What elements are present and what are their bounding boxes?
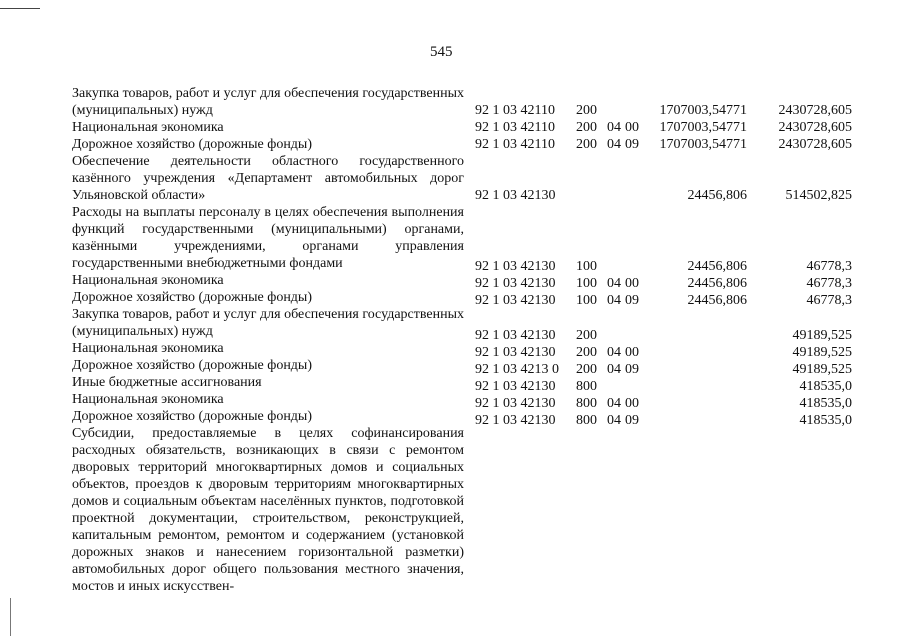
target-code: 92 1 03 42130 [475,396,556,411]
expense-type: 800 [576,379,597,394]
section-code: 04 [607,276,621,291]
amount-1: 1707003,54771 [659,120,747,135]
amount-1: 24456,806 [687,276,747,291]
subsection-code: 00 [625,345,639,360]
section-code: 04 [607,396,621,411]
amount-2: 46778,3 [806,293,852,308]
expense-type: 200 [576,328,597,343]
row-description: Закупка товаров, работ и услуг для обеспечения государственных (муниципальных) нужд [72,307,465,339]
table-row [0,361,905,378]
amount-2: 49189,525 [792,362,852,377]
row-description: Национальная экономика [72,273,224,288]
amount-2: 49189,525 [792,345,852,360]
row-description: Обеспечение деятельности областного государственного казённого учреждения «Департамент автомобильных дорог Ульяновской области» [72,154,464,203]
amount-2: 46778,3 [806,276,852,291]
expense-type: 200 [576,362,597,377]
expense-type: 200 [576,103,597,118]
target-code: 92 1 03 42130 [475,276,556,291]
target-code: 92 1 03 42130 [475,328,556,343]
amount-1: 24456,806 [687,293,747,308]
scan-artifact-line [0,8,40,9]
target-code: 92 1 03 4213 0 [475,362,559,377]
target-code: 92 1 03 42130 [475,413,556,428]
amount-2: 514502,825 [785,188,852,203]
target-code: 92 1 03 42110 [475,120,555,135]
target-code: 92 1 03 42110 [475,103,555,118]
expense-type: 200 [576,137,597,152]
target-code: 92 1 03 42130 [475,188,556,203]
row-description: Расходы на выплаты персоналу в целях обеспечения выполнения функций государственными (муниципальными) органами, казёнными учреждениями, органами управления государственными внебюджетными фондами [72,205,464,271]
amount-1: 24456,806 [687,259,747,274]
amount-2: 2430728,605 [778,137,852,152]
section-code: 04 [607,362,621,377]
expense-type: 100 [576,293,597,308]
amount-2: 418535,0 [799,379,852,394]
subsection-code: 09 [625,293,639,308]
table-row [0,258,905,275]
amount-1: 24456,806 [687,188,747,203]
table-row [0,395,905,412]
table-row [0,275,905,292]
amount-2: 418535,0 [799,396,852,411]
section-code: 04 [607,293,621,308]
expense-type: 800 [576,396,597,411]
amount-2: 46778,3 [806,259,852,274]
table-row [0,102,905,119]
table-row [0,412,905,429]
page-number: 545 [430,44,453,60]
row-description: Дорожное хозяйство (дорожные фонды) [72,409,313,424]
target-code: 92 1 03 42130 [475,345,556,360]
expense-type: 200 [576,345,597,360]
table-row [0,292,905,309]
section-code: 04 [607,413,621,428]
amount-2: 2430728,605 [778,103,852,118]
expense-type: 200 [576,120,597,135]
amount-2: 49189,525 [792,328,852,343]
table-row [0,187,905,204]
target-code: 92 1 03 42130 [475,259,556,274]
row-description: Дорожное хозяйство (дорожные фонды) [72,290,313,305]
table-row [0,136,905,153]
row-description: Закупка товаров, работ и услуг для обеспечения государственных (муниципальных) нужд [72,86,465,118]
subsection-code: 09 [625,137,639,152]
amount-2: 2430728,605 [778,120,852,135]
subsection-code: 00 [625,396,639,411]
target-code: 92 1 03 42130 [475,293,556,308]
scan-edge-line [10,598,11,636]
table-row [0,344,905,361]
expense-type: 800 [576,413,597,428]
subsection-code: 00 [625,120,639,135]
subsection-code: 00 [625,276,639,291]
expense-type: 100 [576,276,597,291]
amount-1: 1707003,54771 [659,137,747,152]
table-row [0,119,905,136]
subsection-code: 09 [625,413,639,428]
amount-1: 1707003,54771 [659,103,747,118]
target-code: 92 1 03 42110 [475,137,555,152]
row-description: Национальная экономика [72,341,224,356]
row-description: Дорожное хозяйство (дорожные фонды) [72,137,313,152]
section-code: 04 [607,345,621,360]
subsection-code: 09 [625,362,639,377]
row-description: Национальная экономика [72,392,224,407]
row-description: Дорожное хозяйство (дорожные фонды) [72,358,313,373]
section-code: 04 [607,120,621,135]
expense-type: 100 [576,259,597,274]
amount-2: 418535,0 [799,413,852,428]
section-code: 04 [607,137,621,152]
row-description: Национальная экономика [72,120,224,135]
table-row [0,378,905,395]
row-description: Иные бюджетные ассигнования [72,375,262,390]
table-row [0,327,905,344]
target-code: 92 1 03 42130 [475,379,556,394]
row-description: Субсидии, предоставляемые в целях софинансирования расходных обязательств, возникающих в связи с ремонтом дворовых территорий многоквартирных домов и социальных объектов, проездов к дворовым территориям многоквартирных домов и социальным объектам населённых пунктов, подготовкой проектной документации, строительством, реконструкцией, капитальным ремонтом, ремонтом и содержанием (установкой дорожных знаков и нанесением горизонтальной разметки) автомобильных дорог общего пользования местного значения, мостов и иных искусствен- [72,426,464,594]
